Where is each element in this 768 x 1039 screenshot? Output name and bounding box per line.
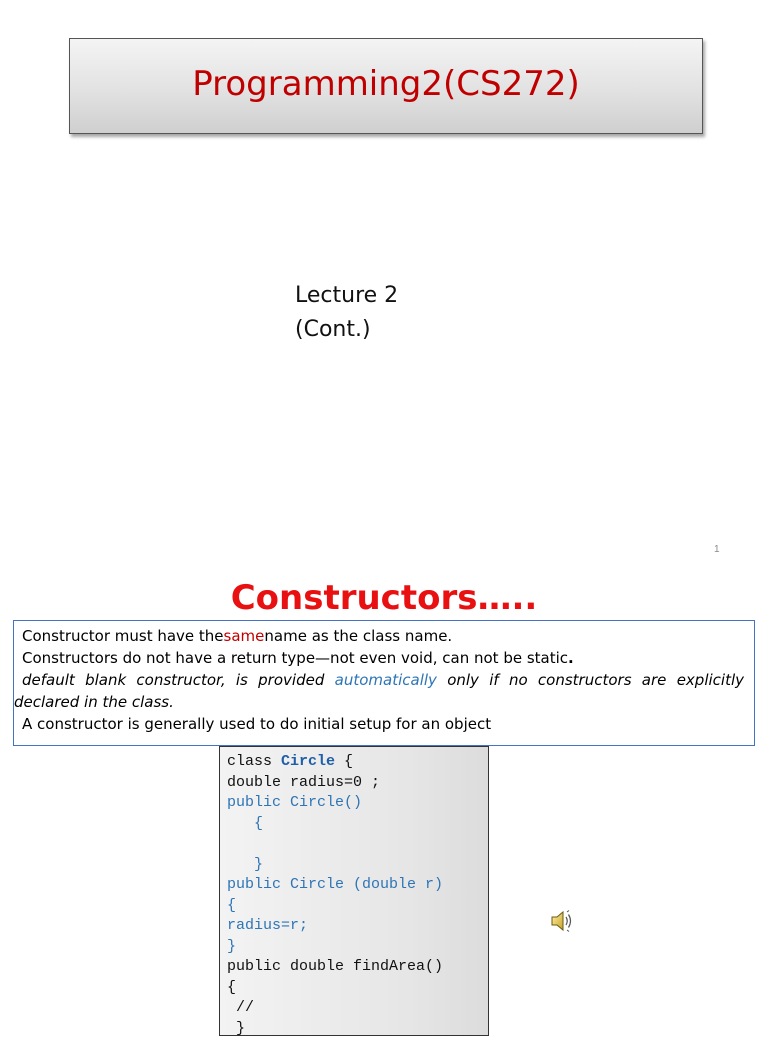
bullet-text-end: only if no constructors are explicitly declared in the class. (14, 671, 744, 711)
highlight-automatically: automatically (335, 671, 437, 689)
speaker-icon[interactable] (549, 908, 575, 934)
lecture-subtitle (295, 279, 398, 347)
code-line: public Circle (double r) (227, 875, 488, 896)
bullet-item (14, 625, 744, 647)
code-box (219, 746, 489, 1036)
bullets-box (13, 620, 755, 746)
code-brace: { (335, 753, 353, 770)
bullet-text: default blank constructor, is provided (22, 671, 335, 689)
code-line: { (227, 978, 488, 999)
bullet-period: . (568, 647, 574, 669)
bullet-glyph (14, 713, 22, 735)
bullet-item (14, 713, 744, 735)
bullet-glyph (14, 625, 22, 647)
slide-title: Programming2(CS272) (192, 64, 580, 104)
bullet-text: Constructors do not have a return type—not even void, can not be static (22, 647, 568, 669)
code-line: public double findArea() (227, 957, 488, 978)
code-line: { (227, 814, 488, 835)
slide-number: 1 (714, 544, 720, 555)
lecture-line-1: Lecture 2 (295, 279, 398, 313)
code-line: } (227, 1019, 488, 1039)
code-line: } (227, 937, 488, 958)
code-line (227, 752, 488, 773)
code-line: public Circle() (227, 793, 488, 814)
constructors-heading: Constructors….. (0, 578, 768, 618)
code-class-name: Circle (281, 753, 335, 770)
bullet-item (14, 647, 744, 669)
code-keyword: class (227, 753, 281, 770)
title-box (69, 38, 703, 134)
code-line: } (227, 855, 488, 876)
bullet-text: Constructor must have the (22, 625, 224, 647)
code-line (227, 834, 488, 855)
code-line: double radius=0 ; (227, 773, 488, 794)
code-line: // (227, 998, 488, 1019)
bullet-text: A constructor is generally used to do initial setup for an object (22, 713, 491, 735)
lecture-line-2: (Cont.) (295, 313, 398, 347)
highlight-same: same (224, 625, 265, 647)
bullet-glyph (14, 647, 22, 669)
bullet-text-end: name as the class name. (264, 625, 452, 647)
code-line: { (227, 896, 488, 917)
code-line: radius=r; (227, 916, 488, 937)
bullet-item (14, 669, 744, 713)
